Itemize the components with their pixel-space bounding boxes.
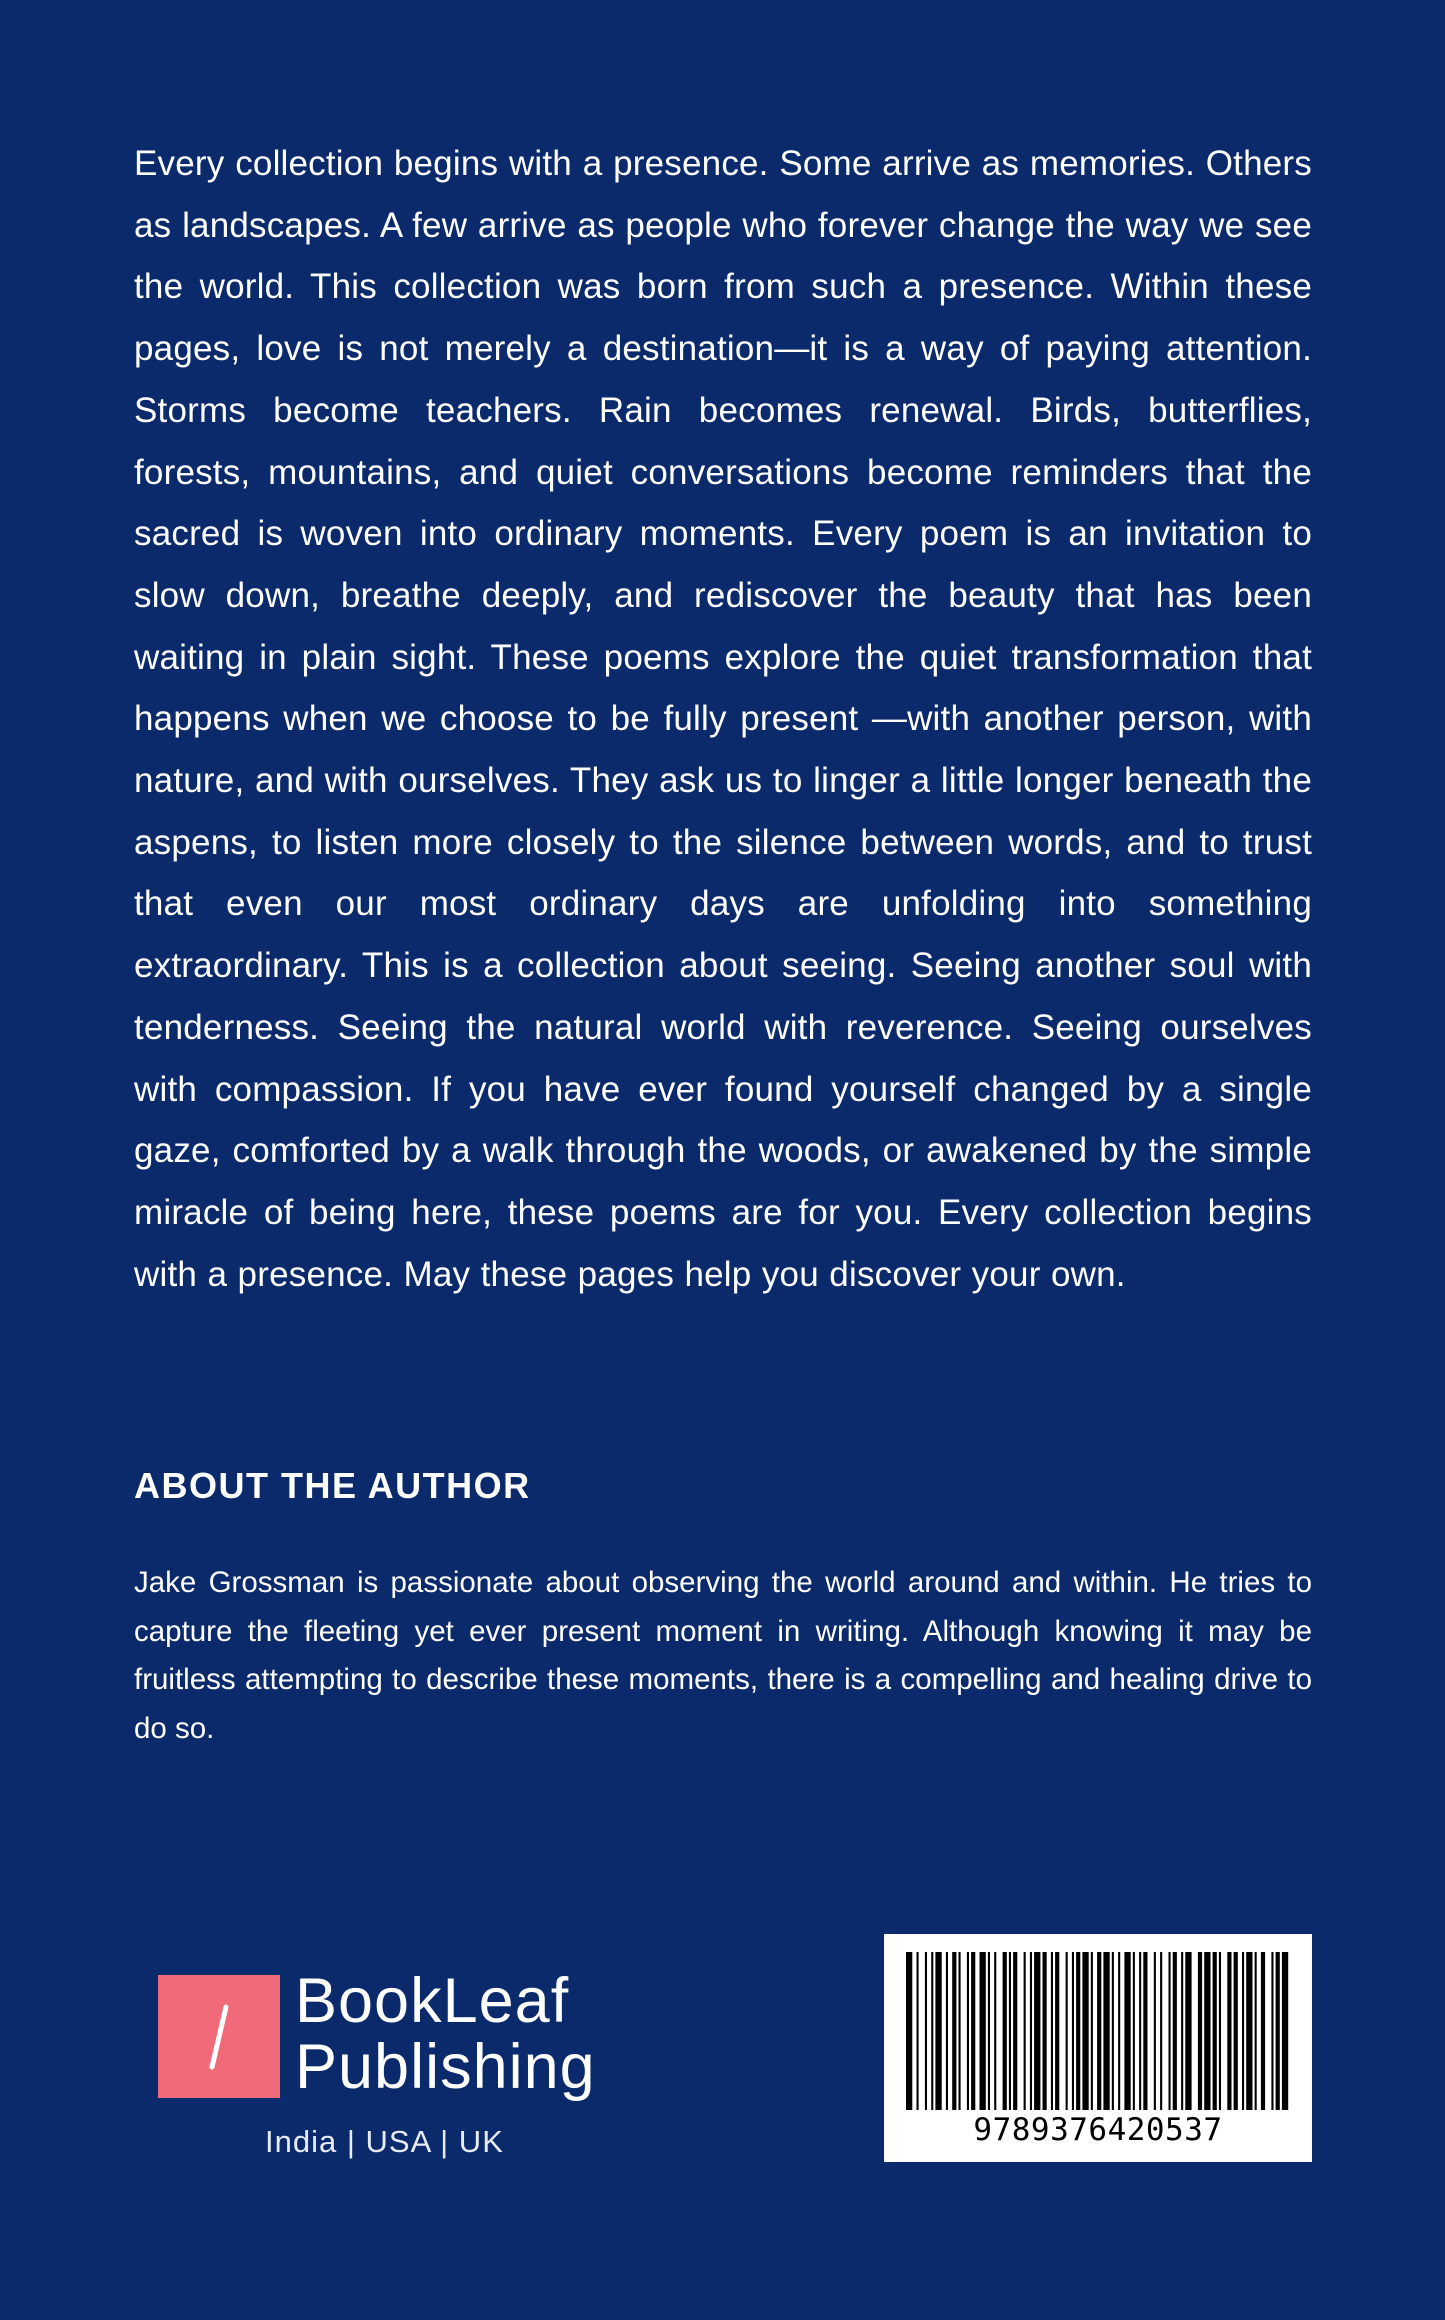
barcode-bar	[1181, 1952, 1183, 2110]
barcode-bar	[967, 1952, 969, 2110]
barcode-bar	[1261, 1952, 1265, 2110]
barcode-bar	[1213, 1952, 1217, 2110]
barcode-bar	[1185, 1952, 1191, 2110]
barcode-bar	[1003, 1952, 1007, 2110]
publisher-name-line1: BookLeaf	[295, 1966, 570, 2036]
barcode-bar	[1219, 1952, 1221, 2110]
barcode-bar	[988, 1952, 990, 2110]
barcode-bar	[1009, 1952, 1011, 2110]
barcode-bar	[925, 1952, 927, 2110]
barcode-bar	[980, 1952, 986, 2110]
barcode-bar	[971, 1952, 975, 2110]
barcode-bar	[1143, 1952, 1147, 2110]
barcode-bar	[1112, 1952, 1114, 2110]
barcode-bar	[952, 1952, 956, 2110]
barcode-bar	[1055, 1952, 1059, 2110]
barcode-bar	[1030, 1952, 1032, 2110]
barcode-bar	[906, 1952, 912, 2110]
barcode-bar	[1072, 1952, 1074, 2110]
barcode-bar	[1103, 1952, 1109, 2110]
barcode-bar	[1255, 1952, 1257, 2110]
barcode-bar	[1066, 1952, 1068, 2110]
back-cover-blurb: Every collection begins with a presence. Some arrive as memories. Others as landscapes. A few arrive as people who forever change the way we see the world. This collection was born from such a presence. Within these pages, love is not merely a destination—it is a way of paying attention. Storms become teachers. Rain becomes renewal. Birds, butterflies, forests, mountains, and quiet conversations become reminders that the sacred is woven into ordinary moments. Every poem is an invitation to slow down, breathe deeply, and rediscover the beauty that has been waiting in plain sight. These poems explore the quiet transformation that happens when we choose to be fully present —with another person, with nature, and with ourselves. They ask us to linger a little longer beneath the aspens, to listen more closely to the silence between words, and to trust that even our most ordinary days are unfolding into something extraordinary. This is a collection about seeing. Seeing another soul with tenderness. Seeing the natural world with reverence. Seeing ourselves with compassion. If you have ever found yourself changed by a single gaze, comforted by a walk through the woods, or awakened by the simple miracle of being here, these poems are for you. Every collection begins with a presence. May these pages help you discover your own.	[134, 144, 1312, 1294]
barcode-bar	[1024, 1952, 1026, 2110]
isbn-number: 9789376420537	[973, 2112, 1223, 2148]
barcode-bar	[1013, 1952, 1017, 2110]
barcode-bar	[1169, 1952, 1171, 2110]
barcode-bar	[1091, 1952, 1093, 2110]
barcode-bar	[1246, 1952, 1252, 2110]
barcode-bar	[1242, 1952, 1244, 2110]
barcode-bar	[959, 1952, 961, 2110]
barcode-bar	[1154, 1952, 1156, 2110]
barcode-bar	[1282, 1952, 1288, 2110]
barcode-bar	[917, 1952, 919, 2110]
barcode-bar	[1271, 1952, 1273, 2110]
barcode-bar	[1051, 1952, 1053, 2110]
slash-logo-icon	[158, 1975, 280, 2098]
about-author-heading: ABOUT THE AUTHOR	[134, 1465, 531, 1506]
barcode-bar	[1173, 1952, 1177, 2110]
about-author-text: Jake Grossman is passionate about observing the world around and within. He tries to capture the fleeting yet ever present moment in writing. Although knowing it may be fruitless attempting to describe these moments, there is a compelling and healing drive to do so.	[134, 1566, 1312, 1745]
barcode-bar	[1043, 1952, 1047, 2110]
publisher-name-line2: Publishing	[295, 2032, 596, 2102]
barcode-bar	[931, 1952, 933, 2110]
barcode-bar	[1034, 1952, 1040, 2110]
barcode-bar	[1097, 1952, 1101, 2110]
barcode-bar	[1234, 1952, 1238, 2110]
barcode-bar	[1139, 1952, 1141, 2110]
barcode-bar	[994, 1952, 996, 2110]
barcode-bar	[1198, 1952, 1202, 2110]
barcode-bar	[1118, 1952, 1120, 2110]
barcode-bar	[1133, 1952, 1135, 2110]
barcode-bar	[1082, 1952, 1088, 2110]
publisher-logo	[158, 1966, 618, 2170]
slash-icon	[158, 1975, 280, 2098]
barcode-bar	[1124, 1952, 1130, 2110]
publisher-name	[295, 1968, 596, 2100]
barcode-bar	[1276, 1952, 1280, 2110]
barcode-bar	[1204, 1952, 1210, 2110]
publisher-regions: India | USA | UK	[265, 2124, 504, 2159]
barcode-bar	[935, 1952, 941, 2110]
barcode-bar	[1227, 1952, 1231, 2110]
barcode-bar	[1160, 1952, 1162, 2110]
barcode-bar	[1076, 1952, 1080, 2110]
isbn-barcode	[884, 1934, 1312, 2162]
barcode-bar	[946, 1952, 948, 2110]
